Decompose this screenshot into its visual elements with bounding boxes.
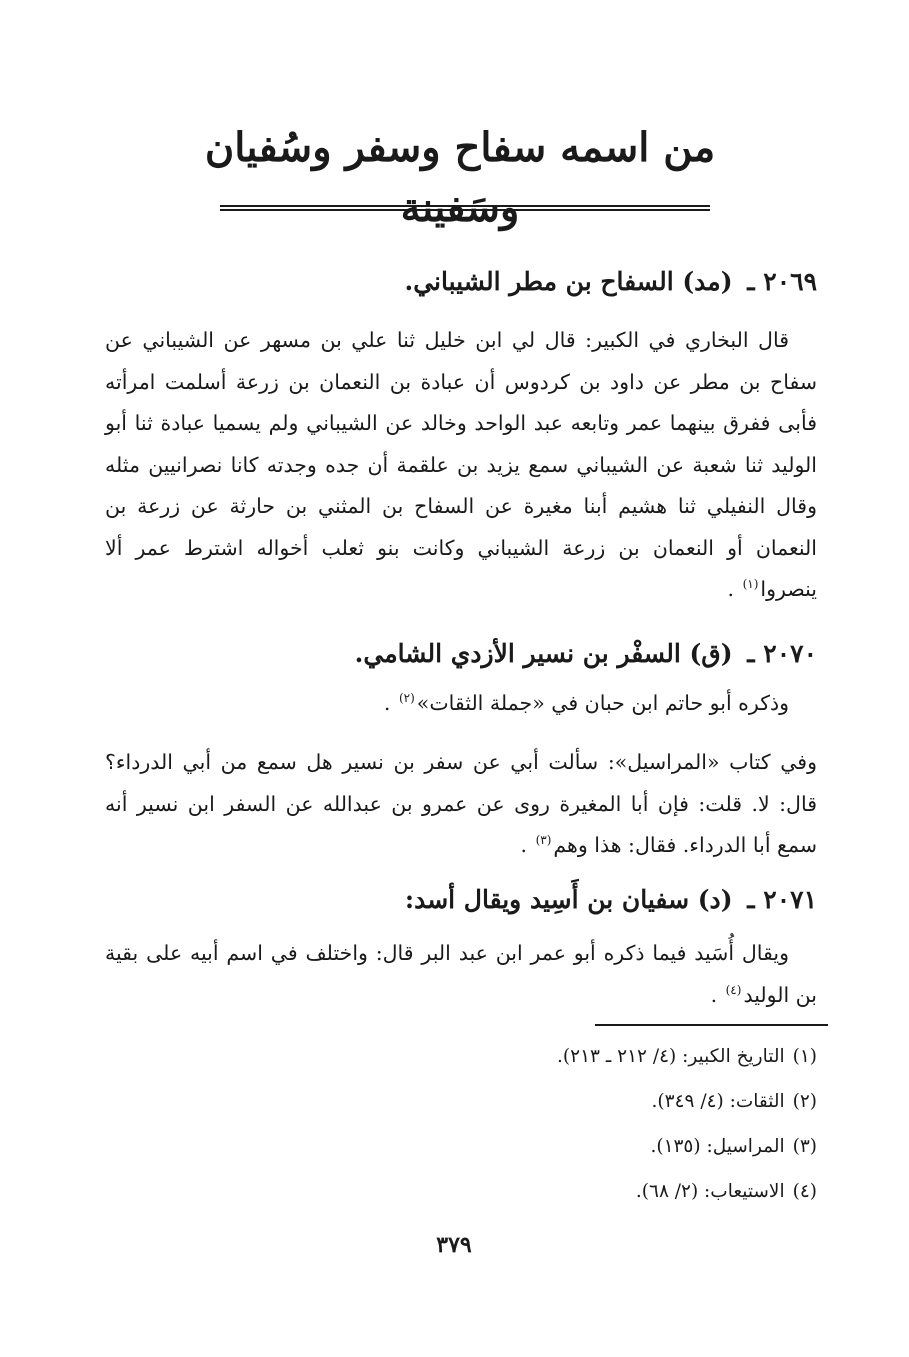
- footnote-marker: (٤): [725, 982, 742, 997]
- paragraph-end: .: [710, 982, 724, 1007]
- entry-title: (مد) السفاح بن مطر الشيباني.: [404, 267, 733, 296]
- footnote-text: المراسيل: (١٣٥).: [650, 1136, 785, 1157]
- footnote-divider: [595, 1024, 828, 1026]
- footnote-text: الاستيعاب: (٢/ ٦٨).: [635, 1181, 785, 1202]
- entry-heading-2069: [117, 262, 817, 302]
- footnote-number: (١): [792, 1046, 817, 1067]
- entry-number: ٢٠٧١ ـ: [747, 885, 817, 914]
- footnote-marker: (١): [742, 577, 759, 592]
- paragraph-end: .: [727, 577, 741, 601]
- title-divider: [220, 205, 710, 211]
- paragraph-text: ويقال أُسَيد فيما ذكره أبو عمر ابن عبد البر قال: واختلف في اسم أبيه على بقية بن الوليد: [105, 941, 817, 1007]
- paragraph-end: .: [520, 833, 534, 857]
- chapter-title: من اسمه سفاح وسفر وسُفيان وسَفينة: [204, 124, 716, 231]
- footnote-number: (٤): [792, 1181, 817, 1202]
- footnote: [397, 1169, 817, 1214]
- footnote: [397, 1079, 817, 1124]
- paragraph-end: .: [383, 691, 397, 715]
- entry-paragraph: [105, 320, 817, 611]
- footnote-text: الثقات: (٤/ ٣٤٩).: [651, 1091, 785, 1112]
- footnotes: [397, 1034, 817, 1214]
- footnote-number: (٣): [792, 1136, 817, 1157]
- entry-paragraph: [105, 933, 817, 1016]
- entry-paragraph: [105, 742, 817, 867]
- footnote-text: التاريخ الكبير: (٤/ ٢١٢ ـ ٢١٣).: [557, 1046, 785, 1067]
- footnote-marker: (٢): [398, 691, 415, 706]
- footnote: [397, 1034, 817, 1079]
- entry-paragraph: [105, 683, 817, 725]
- footnote-number: (٢): [792, 1091, 817, 1112]
- footnote-marker: (٣): [535, 833, 552, 848]
- entry-number: ٢٠٧٠ ـ: [747, 639, 817, 668]
- page-number: ٣٧٩: [436, 1232, 472, 1258]
- entry-title: (ق) السفْر بن نسير الأزدي الشامي.: [354, 639, 733, 668]
- footnote: [397, 1124, 817, 1169]
- paragraph-text: وفي كتاب «المراسيل»: سألت أبي عن سفر بن نسير هل سمع من أبي الدرداء؟ قال: لا. قلت: فإن أبا المغيرة روى عن عمرو بن عبدالله عن السفر ابن نسير أنه سمع أبا الدرداء. فقال: هذا وهم: [105, 750, 817, 857]
- paragraph-text: وذكره أبو حاتم ابن حبان في «جملة الثقات»: [416, 691, 789, 715]
- paragraph-text: قال البخاري في الكبير: قال لي ابن خليل ثنا علي بن مسهر عن الشيباني عن سفاح بن مطر عن داود بن كردوس أن عبادة بن النعمان بن زرعة أسلمت امرأته فأبى ففرق بينهما عمر وتابعه عبد الواحد وخالد عن الشيباني ولم يسميا عبادة ثنا أبو الوليد ثنا شعبة عن الشيباني سمع يزيد بن علقمة أن جده وجدته كانا نصرانيين مثله وقال النفيلي ثنا هشيم أبنا مغيرة عن السفاح بن المثني بن حارثة عن زرعة بن النعمان أو النعمان بن زرعة الشيباني وكانت بنو ثعلب أخواله اشترط عمر ألا ينصروا: [105, 328, 817, 601]
- entry-heading-2071: [117, 880, 817, 920]
- entry-number: ٢٠٦٩ ـ: [747, 267, 817, 296]
- entry-heading-2070: [117, 634, 817, 674]
- entry-title: (د) سفيان بن أَسِيد ويقال أسد:: [404, 885, 733, 914]
